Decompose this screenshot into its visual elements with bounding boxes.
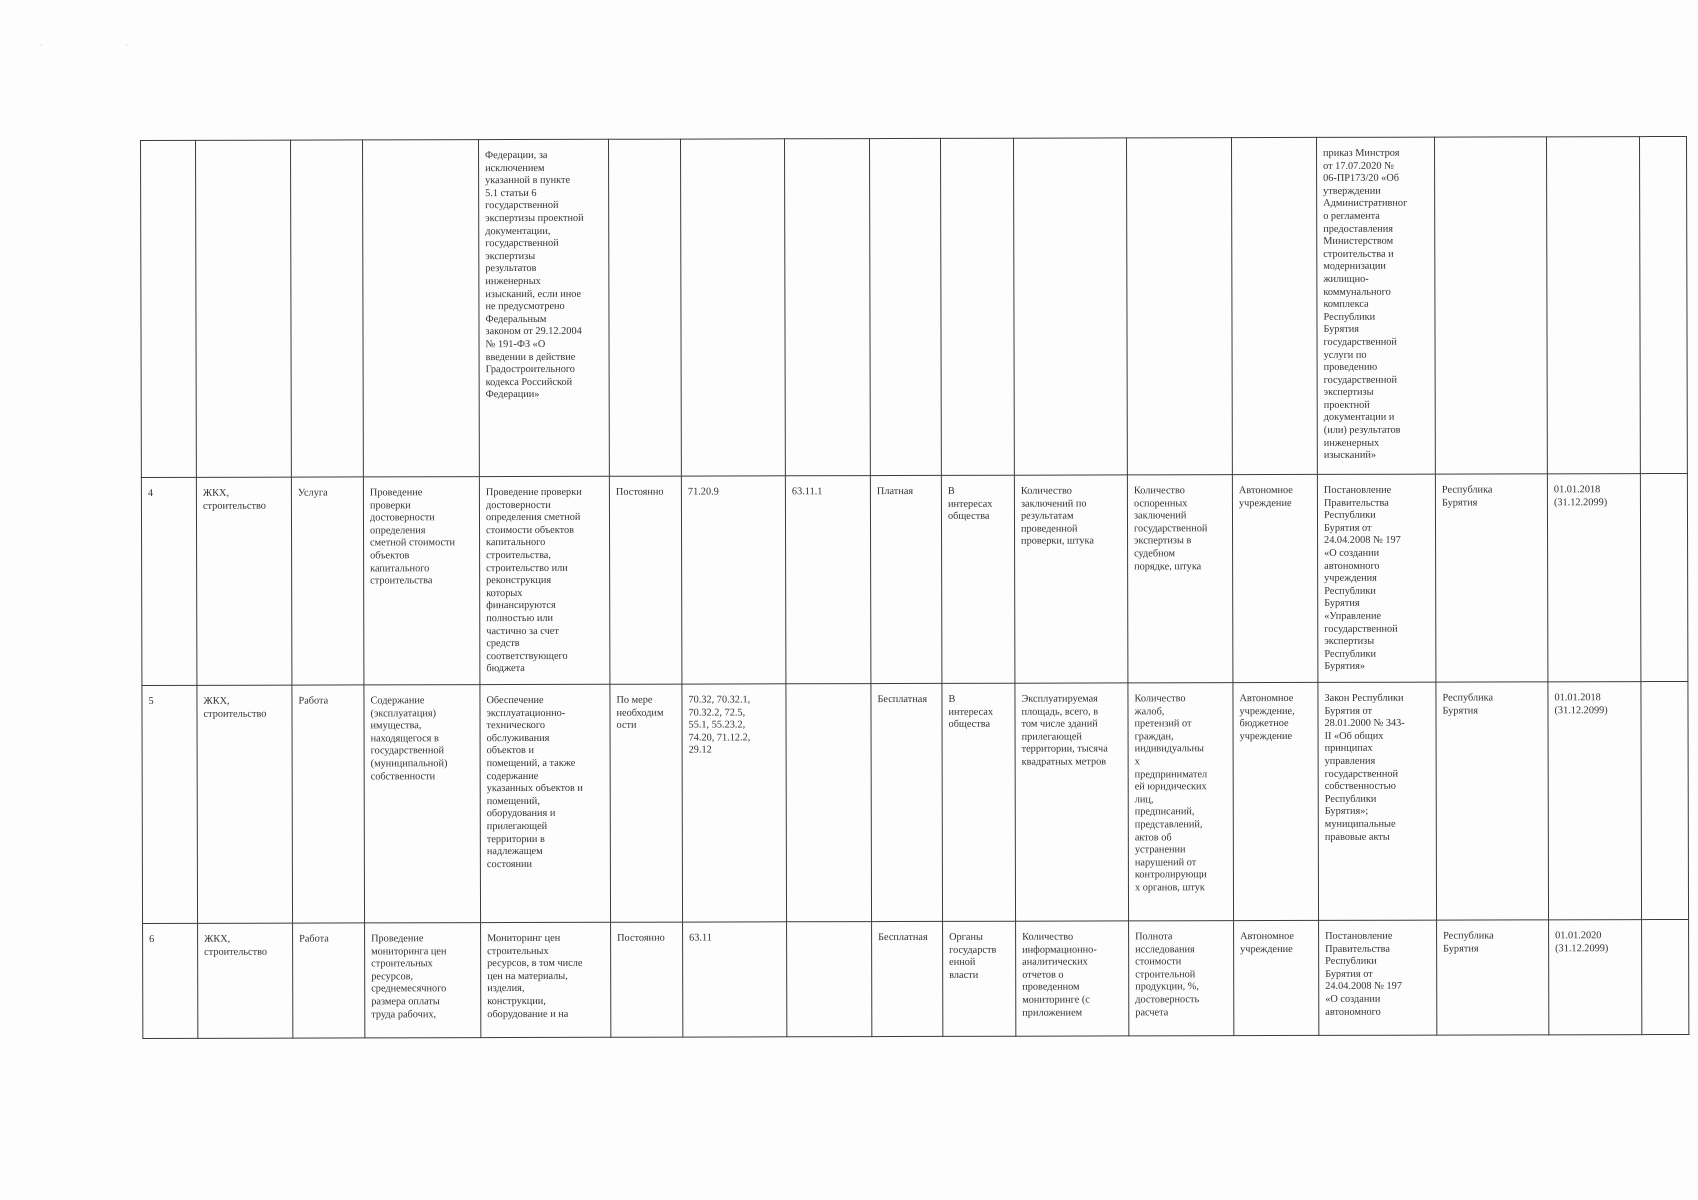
okpd-codes-cell [786,684,872,922]
service-name-text: Проведение мониторинга цен строительных ресурсов, среднемесячного размера оплаты труда рабочих, [371,933,447,1020]
volume-indicator-text: Эксплуатируемая площадь, всего, в том числе зданий прилегающей территории, тысяча квадратных метров [1021,693,1108,768]
extra-column-cell [1642,919,1689,1034]
service-content-text: Мониторинг цен строительных ресурсов, в том числе цен на материалы, изделия, конструкции, оборудование и на [487,932,583,1020]
table-row [141,136,1688,477]
service-content-text: Федерации, за исключением указанной в пункте 5.1 статьи 6 государственной экспертизы проектной документации, государственной экспертизы результатов инженерных изысканий, если иное не предусмотрено Федеральным законом от 29.12.2004 № 191-ФЗ «О введении в действие Градостроительного кодекса Российской Федерации» [485,149,584,401]
service-content-text: Обеспечение эксплуатационно- технического обслуживания объектов и помещений, а также содержание указанных объектов и помещений, оборудования и прилегающей территории в надлежащем состоянии [486,694,583,870]
activity-sphere-cell [197,685,293,923]
frequency-cell [608,139,681,476]
quality-indicator-cell [1129,921,1234,1036]
activity-sphere-text: ЖКХ, строительство [202,487,266,512]
consumer-category-cell [942,683,1016,921]
quality-indicator-cell [1126,138,1232,475]
payment-type-cell [872,921,943,1036]
frequency-text: Постоянно [617,932,665,944]
okved-codes-cell [682,684,787,922]
service-type-cell [291,140,364,477]
okpd-codes-text: 63.11.1 [791,486,823,498]
quality-indicator-cell [1128,683,1234,921]
service-content-cell [479,139,610,476]
okpd-codes-cell [787,922,872,1037]
founder-cell [1437,920,1549,1035]
consumer-category-cell [941,475,1015,683]
scan-specks: · · [40,40,169,50]
registry-table [140,136,1689,1039]
row-number-text: 6 [149,933,155,945]
consumer-category-cell [943,921,1016,1036]
activity-sphere-text: ЖКХ, строительство [204,933,268,958]
service-type-text: Услуга [297,487,328,499]
okpd-codes-cell [785,476,871,684]
row-number-cell [141,140,197,477]
activity-sphere-cell [198,923,293,1038]
payment-type-text: Бесплатная [878,931,928,944]
institution-type-cell [1231,137,1317,474]
service-content-cell [481,922,611,1037]
payment-type-cell [870,475,942,683]
inclusion-date-text: 01.01.2018 (31.12.2099) [1553,484,1608,508]
legal-basis-cell [1319,920,1437,1035]
okved-codes-text: 63.11 [689,932,712,944]
frequency-text: По мере необходим ости [616,694,664,731]
row-number-cell [142,685,198,923]
consumer-category-text: Органы государств енной власти [949,931,997,981]
service-name-cell [363,140,480,477]
row-number-cell [143,923,198,1038]
legal-basis-text: приказ Минстроя от 17.07.2020 № 06-ПР173/20 «Об утверждении Административног о регламента предоставления Министерством строительства и модернизации жилищно- коммунального комплекса Республики Бурятия государственной услуги по проведению государственной экспертизы проектной документации и (или) результатов инженерных изысканий» [1323,147,1408,462]
founder-cell [1434,137,1547,474]
frequency-cell [610,684,683,922]
frequency-cell [609,476,682,684]
inclusion-date-cell [1548,682,1642,920]
legal-basis-cell [1317,474,1436,682]
founder-text: Республика Бурятия [1442,692,1494,717]
payment-type-cell [869,138,941,475]
legal-basis-cell [1318,682,1437,920]
inclusion-date-cell [1546,137,1640,474]
inclusion-date-text: 01.01.2020 (31.12.2099) [1555,930,1609,954]
legal-basis-cell [1316,137,1435,474]
volume-indicator-text: Количество заключений по результатам проведенной проверки, штука [1020,485,1094,548]
consumer-category-cell [940,138,1014,475]
okved-codes-cell [683,922,787,1037]
founder-cell [1436,682,1549,920]
service-name-cell [363,477,480,685]
service-type-cell [292,685,365,923]
institution-type-text: Автономное учреждение, бюджетное учреждение [1239,692,1295,742]
consumer-category-text: В интересах общества [948,693,993,731]
founder-cell [1435,474,1548,682]
service-content-cell [479,476,610,684]
volume-indicator-cell [1016,921,1129,1036]
consumer-category-text: В интересах общества [947,485,993,523]
extra-column-cell [1640,473,1688,681]
founder-text: Республика Бурятия [1443,930,1494,955]
service-type-cell [293,923,365,1038]
frequency-cell [611,922,683,1037]
okved-codes-cell [680,139,785,476]
extra-column-cell [1641,681,1689,919]
quality-indicator-text: Количество оспоренных заключений государственной экспертизы в судебном порядке, штука [1133,485,1208,572]
service-type-cell [291,477,364,685]
okved-codes-cell [681,476,786,684]
founder-text: Республика Бурятия [1441,484,1493,509]
legal-basis-text: Постановление Правительства Республики Бурятия от 24.04.2008 № 197 «О создании автономного [1325,930,1403,1018]
payment-type-text: Бесплатная [877,693,928,706]
service-content-cell [480,684,611,922]
institution-type-cell [1234,920,1319,1035]
service-name-text: Содержание (эксплуатация) имущества, находящегося в государственной (муниципальной) собственности [370,695,448,782]
extra-column-cell [1639,136,1687,473]
payment-type-cell [871,683,943,921]
activity-sphere-text: ЖКХ, строительство [203,695,267,720]
okved-codes-text: 71.20.9 [687,486,719,498]
institution-type-cell [1233,682,1319,920]
table-row [143,919,1689,1038]
service-type-text: Работа [298,695,329,707]
service-type-text: Работа [299,933,329,945]
quality-indicator-cell [1127,475,1233,683]
volume-indicator-cell [1015,683,1129,921]
activity-sphere-cell [196,140,292,477]
legal-basis-text: Постановление Правительства Республики Бурятия от 24.04.2008 № 197 «О создании автономного учреждения Республики Бурятия «Управление государственной экспертизы Республики Бурятия» [1323,484,1401,673]
row-number-text: 5 [148,695,154,707]
quality-indicator-text: Полнота исследования стоимости строительной продукции, %, достоверность расчета [1135,931,1200,1018]
institution-type-cell [1232,474,1318,682]
volume-indicator-cell [1013,138,1127,475]
institution-type-text: Автономное учреждение [1240,930,1294,955]
volume-indicator-text: Количество информационно- аналитических отчетов о проведенном мониторинге (с приложением [1022,931,1097,1019]
inclusion-date-cell [1549,920,1642,1035]
payment-type-text: Платная [876,485,914,498]
quality-indicator-text: Количество жалоб, претензий от граждан, индивидуальны х предпринимател ей юридических лиц, предписаний, представлений, актов об устранении нарушений от контролирующи х органов, штук [1134,693,1208,894]
row-number-text: 4 [147,487,154,499]
inclusion-date-cell [1547,474,1641,682]
okpd-codes-cell [784,139,870,476]
institution-type-text: Автономное учреждение [1238,484,1293,509]
okved-codes-text: 70.32, 70.32.1, 70.32.2, 72.5, 55.1, 55.23.2, 74.20, 71.12.2, 29.12 [688,694,751,756]
service-name-cell [364,685,481,923]
service-content-text: Проведение проверки достоверности определения сметной стоимости объектов капитального строительства, строительство или реконструкция которых финансируются полностью или частично за счет средств соответствующего бюджета [485,486,582,675]
registry-body [141,136,1689,1038]
row-number-cell [141,477,197,685]
legal-basis-text: Закон Республики Бурятия от 28.01.2000 № 343- II «Об общих принципах управления государственной собственностью Республики Бурятия»; муниципальные правовые акты [1324,692,1405,843]
service-name-text: Проведение проверки достоверности определения сметной стоимости объектов капитального строительства [369,487,456,587]
volume-indicator-cell [1014,475,1128,683]
inclusion-date-text: 01.01.2018 (31.12.2099) [1554,692,1608,716]
frequency-text: Постоянно [615,486,664,498]
activity-sphere-cell [196,477,292,685]
table-row [141,473,1688,685]
table-row [142,681,1689,923]
service-name-cell [365,923,481,1038]
